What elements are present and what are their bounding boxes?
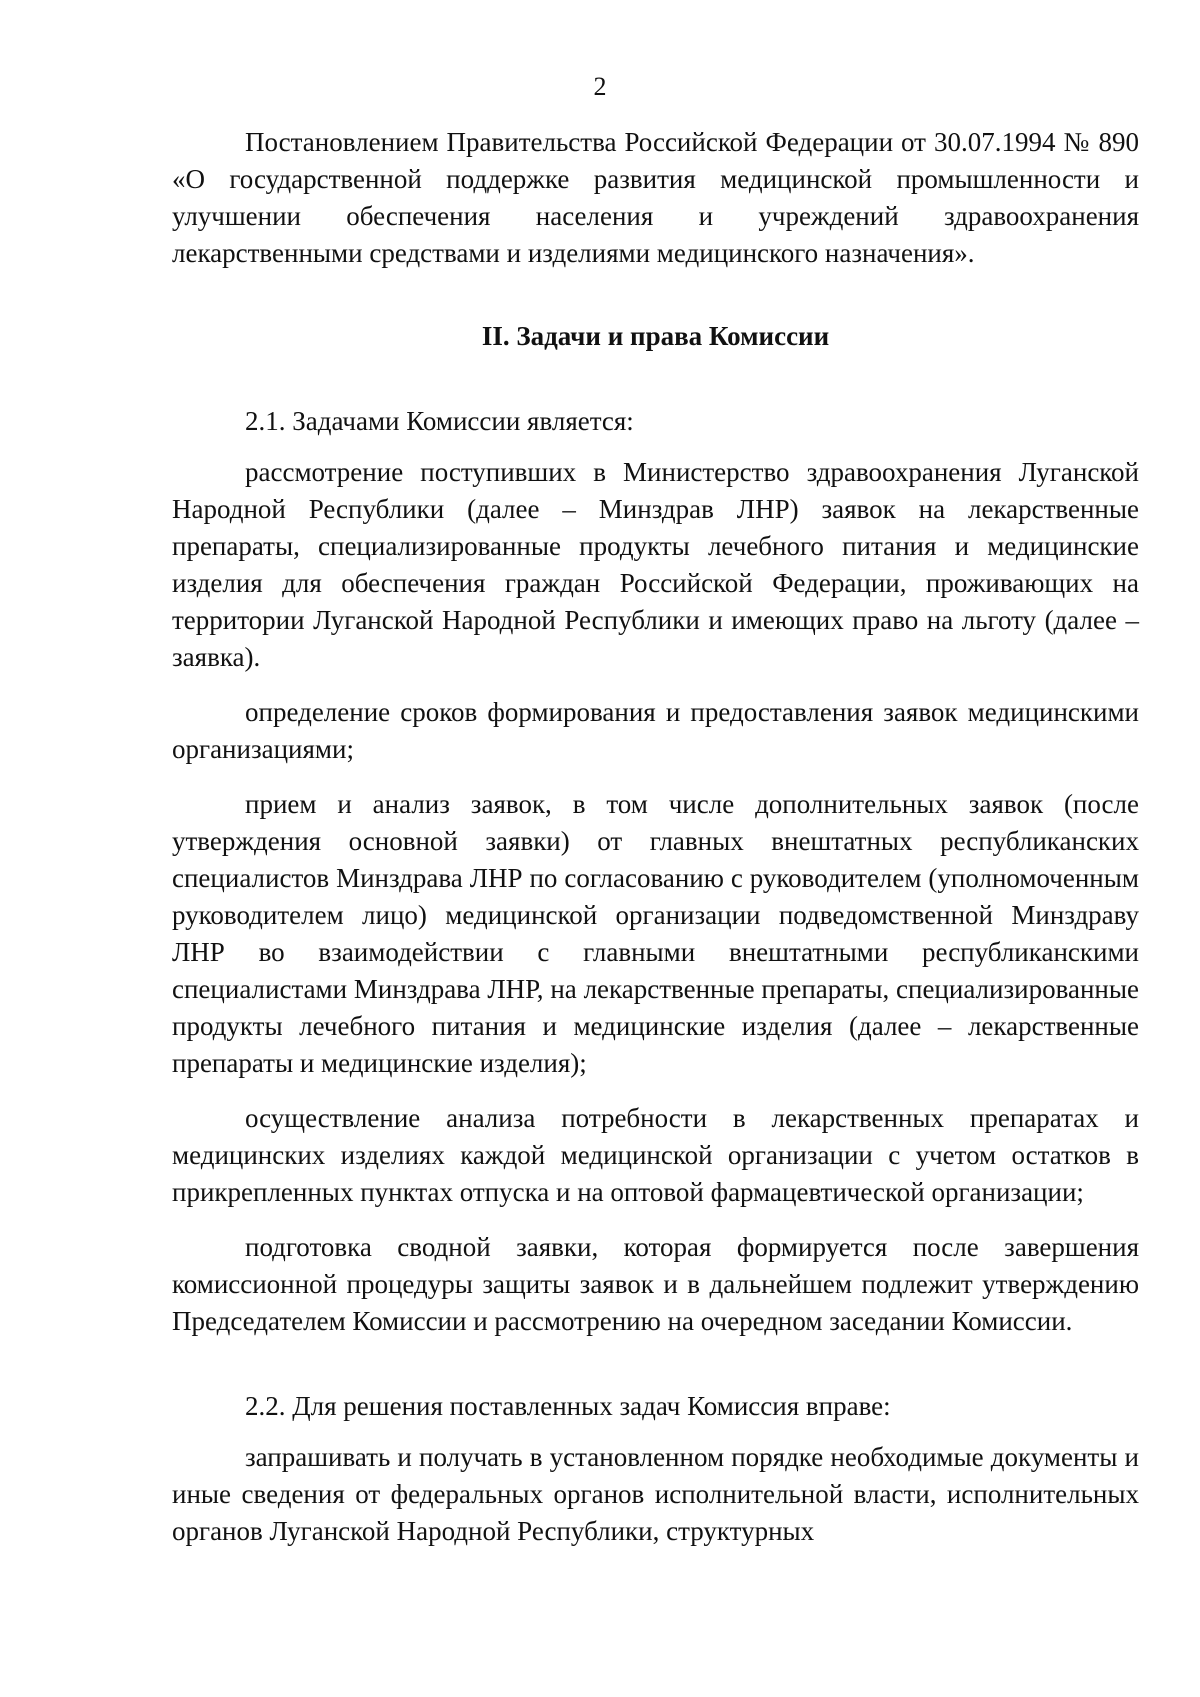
clause-2-2: 2.2. Для решения поставленных задач Комиссия вправе: bbox=[245, 1391, 891, 1421]
section-heading: II. Задачи и права Комиссии bbox=[481, 321, 830, 351]
clause-2-2-item-request: запрашивать и получать в установленном порядке необходимые документы и иные сведения от федеральных органов исполнительной власти, исполнительных органов Луганской Народной Республики, структурных bbox=[172, 1442, 1139, 1546]
clause-2-1-item-deadlines: определение сроков формирования и предоставления заявок медицинскими организациями; bbox=[172, 697, 1139, 764]
clause-2-1-item-summary: подготовка сводной заявки, которая формируется после завершения комиссионной процедуры защиты заявок и в дальнейшем подлежит утверждению Председателем Комиссии и рассмотрению на очередном заседании Комиссии. bbox=[172, 1232, 1139, 1336]
intro-paragraph: Постановлением Правительства Российской Федерации от 30.07.1994 № 890 «О государственной поддержке развития медицинской промышленности и улучшении обеспечения населения и учреждений здравоохранения лекарственными средствами и изделиями медицинского назначения». bbox=[172, 127, 1139, 268]
clause-2-1-item-review: рассмотрение поступивших в Министерство здравоохранения Луганской Народной Республики (далее – Минздрав ЛНР) заявок на лекарственные препараты, специализированные продукты лечебного питания и медицинские изделия для обеспечения граждан Российской Федерации, проживающих на территории Луганской Народной Республики и имеющих право на льготу (далее – заявка). bbox=[172, 457, 1139, 672]
clause-2-1: 2.1. Задачами Комиссии является: bbox=[245, 406, 634, 436]
document-body bbox=[172, 124, 1139, 1550]
page-number: 2 bbox=[593, 72, 607, 101]
clause-2-1-item-intake: прием и анализ заявок, в том числе дополнительных заявок (после утверждения основной заявки) от главных внештатных республиканских специалистов Минздрава ЛНР по согласованию с руководителем (уполномоченным руководителем лицо) медицинской организации подведомственной Минздраву ЛНР во взаимодействии с главными внештатными республиканскими специалистами Минздрава ЛНР, на лекарственные препараты, специализированные продукты лечебного питания и медицинские изделия (далее – лекарственные препараты и медицинские изделия); bbox=[172, 789, 1139, 1078]
clause-2-1-item-analysis: осуществление анализа потребности в лекарственных препаратах и медицинских изделиях каждой медицинской организации с учетом остатков в прикрепленных пунктах отпуска и на оптовой фармацевтической организации; bbox=[172, 1103, 1139, 1207]
